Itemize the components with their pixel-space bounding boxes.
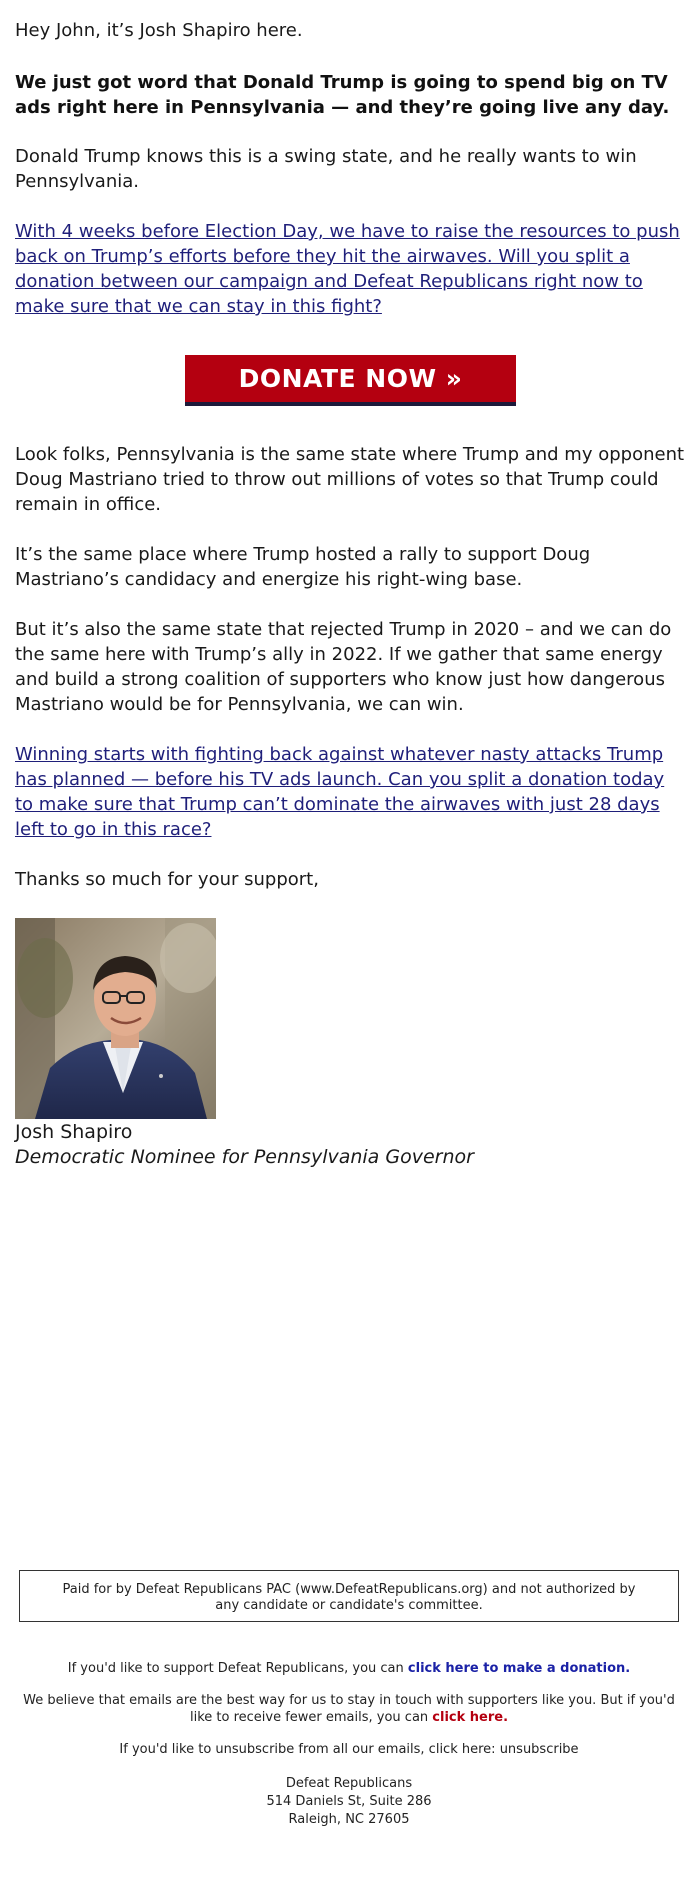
unsubscribe-link[interactable]: unsubscribe bbox=[499, 1742, 579, 1757]
address-line-2: Raleigh, NC 27605 bbox=[288, 1812, 410, 1827]
donate-now-button[interactable]: DONATE NOW » bbox=[185, 355, 516, 406]
support-line bbox=[19, 1660, 679, 1677]
signature-name: Josh Shapiro bbox=[15, 1121, 133, 1143]
unsubscribe-prefix: If you'd like to unsubscribe from all our emails, click here: bbox=[119, 1742, 496, 1757]
lead-paragraph: We just got word that Donald Trump is going to spend big on TV ads right here in Pennsylvania — and they’re going live any day. bbox=[15, 72, 670, 118]
unsubscribe-line bbox=[19, 1741, 679, 1758]
thanks-line: Thanks so much for your support, bbox=[15, 869, 319, 890]
rejected-paragraph: But it’s also the same state that rejected Trump in 2020 – and we can do the same here with Trump’s ally in 2022. If we gather that same energy and build a strong coalition of supporters who know just how dangerous Mastriano would be for Pennsylvania, we can win. bbox=[15, 619, 672, 715]
support-prefix: If you'd like to support Defeat Republicans, you can bbox=[67, 1661, 404, 1676]
swing-state-paragraph: Donald Trump knows this is a swing state, and he really wants to win Pennsylvania. bbox=[15, 146, 637, 192]
signature-title: Democratic Nominee for Pennsylvania Governor bbox=[15, 1146, 474, 1168]
donation-footer-link[interactable]: click here to make a donation. bbox=[407, 1661, 631, 1676]
greeting: Hey John, it’s Josh Shapiro here. bbox=[15, 20, 303, 41]
mastriano-paragraph: Look folks, Pennsylvania is the same state where Trump and my opponent Doug Mastriano tried to throw out millions of votes so that Trump could remain in office. bbox=[15, 444, 685, 515]
donate-button-container bbox=[185, 355, 516, 406]
fewer-emails-prefix: We believe that emails are the best way for us to stay in touch with supporters like you. But if you'd like to receive fewer emails, you can bbox=[23, 1693, 675, 1725]
paid-for-disclaimer: Paid for by Defeat Republicans PAC (www.DefeatRepublicans.org) and not authorized by any candidate or candidate's committee. bbox=[19, 1570, 679, 1622]
rally-paragraph: It’s the same place where Trump hosted a rally to support Doug Mastriano’s candidacy and energize his right-wing base. bbox=[15, 544, 591, 590]
fewer-emails-line bbox=[19, 1692, 679, 1726]
org-name: Defeat Republicans bbox=[285, 1776, 413, 1791]
candidate-portrait-photo bbox=[15, 918, 216, 1119]
address-line-1: 514 Daniels St, Suite 286 bbox=[266, 1794, 432, 1809]
fewer-emails-link[interactable]: click here. bbox=[432, 1710, 509, 1725]
donation-link-2[interactable]: Winning starts with fighting back against whatever nasty attacks Trump has planned — before his TV ads launch. Can you split a donation today to make sure that Trump can’t dominate the airwaves with just 28 days left to go in this race? bbox=[15, 744, 665, 840]
donation-link-1[interactable]: With 4 weeks before Election Day, we have to raise the resources to push back on Trump’s efforts before they hit the airwaves. Will you split a donation between our campaign and Defeat Republicans right now to make sure that we can stay in this fight? bbox=[15, 221, 680, 317]
